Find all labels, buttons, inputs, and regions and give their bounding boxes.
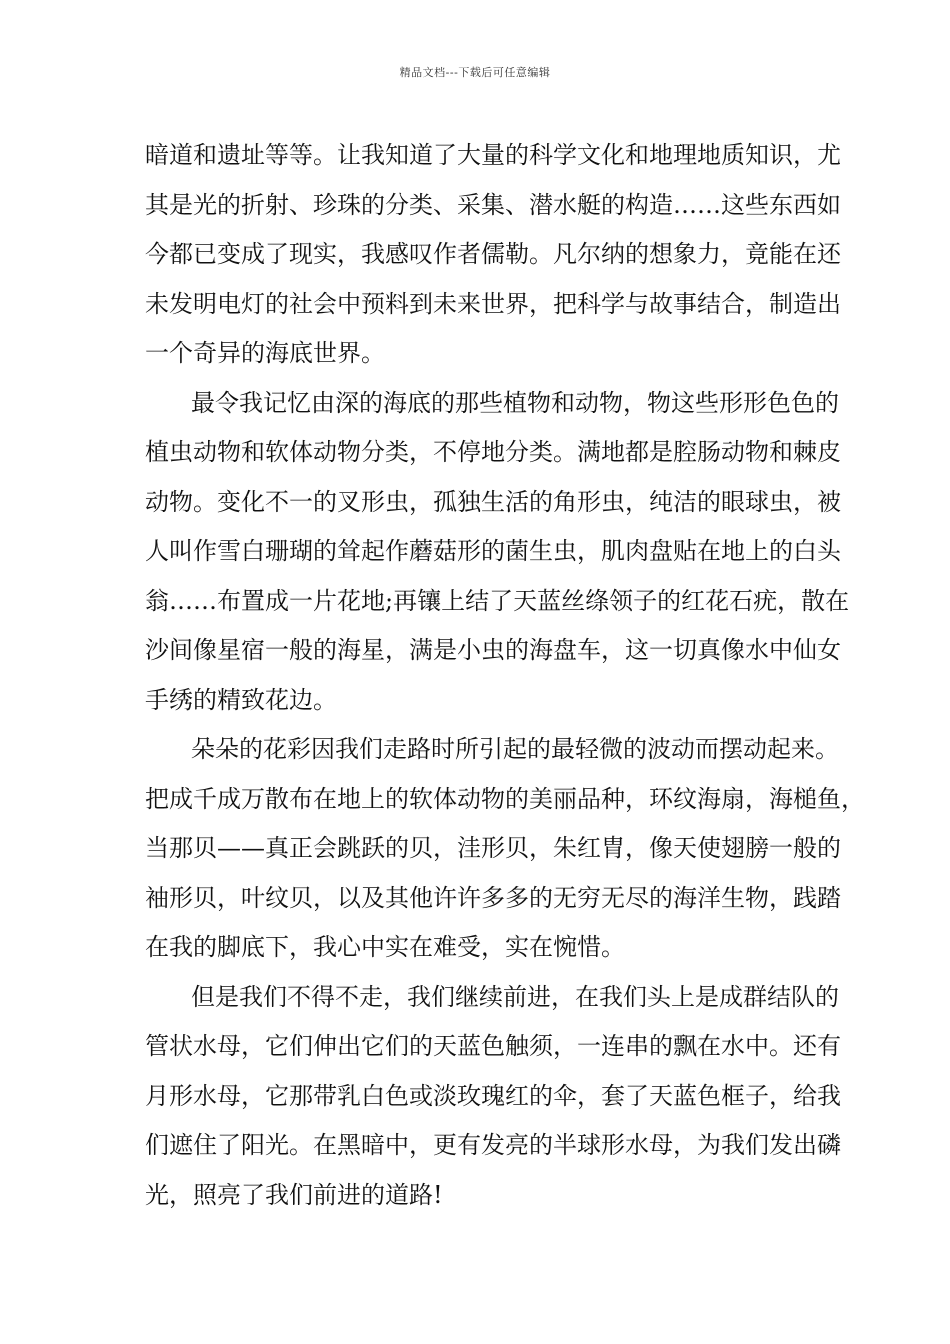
text-line: 动物。变化不一的叉形虫，孤独生活的角形虫，纯洁的眼球虫，被 [145, 487, 841, 516]
text-line: 一个奇异的海底世界。 [145, 339, 385, 367]
text-line: 当那贝——真正会跳跃的贝，洼形贝，朱红胄，像天使翅膀一般的 [145, 834, 841, 862]
text-line: 翁……布置成一片花地;再镶上结了天蓝丝绦领子的红花石疣，散在 [145, 586, 850, 615]
document-body [145, 131, 865, 1220]
text-line: 管状水母，它们伸出它们的天蓝色触须，一连串的飘在水中。还有 [145, 1032, 841, 1060]
text-line: 最令我记忆由深的海底的那些植物和动物，物这些形形色色的 [191, 388, 839, 417]
page-header: 精品文档---下载后可任意编辑 [399, 66, 551, 79]
text-line: 人叫作雪白珊瑚的耸起作蘑菇形的菌生虫，肌肉盘贴在地上的白头 [145, 537, 841, 565]
text-line: 暗道和遗址等等。让我知道了大量的科学文化和地理地质知识，尤 [145, 141, 841, 169]
text-line: 沙间像星宿一般的海星，满是小虫的海盘车，这一切真像水中仙女 [145, 636, 841, 664]
text-line: 未发明电灯的社会中预料到未来世界，把科学与故事结合，制造出 [145, 289, 841, 318]
text-line: 们遮住了阳光。在黑暗中，更有发亮的半球形水母，为我们发出磷 [145, 1131, 841, 1159]
text-line: 把成千成万散布在地上的软体动物的美丽品种，环纹海扇，海槌鱼， [145, 784, 865, 813]
text-line: 今都已变成了现实，我感叹作者儒勒。凡尔纳的想象力，竟能在还 [145, 240, 841, 268]
paragraph-4 [145, 973, 841, 1221]
text-line: 手绣的精致花边。 [145, 685, 337, 714]
text-line: 月形水母，它那带乳白色或淡玫瑰红的伞，套了天蓝色框子，给我 [145, 1081, 841, 1110]
text-line: 其是光的折射、珍珠的分类、采集、潜水艇的构造……这些东西如 [145, 190, 841, 219]
text-line: 袖形贝，叶纹贝，以及其他许许多多的无穷无尽的海洋生物，践踏 [145, 883, 841, 912]
paragraph-3 [145, 725, 865, 973]
paragraph-1 [145, 131, 841, 379]
text-line: 在我的脚底下，我心中实在难受，实在惋惜。 [145, 933, 625, 961]
text-line: 但是我们不得不走，我们继续前进，在我们头上是成群结队的 [191, 982, 839, 1011]
paragraph-2 [145, 379, 850, 726]
text-line: 植虫动物和软体动物分类，不停地分类。满地都是腔肠动物和棘皮 [145, 438, 841, 466]
text-line: 朵朵的花彩因我们走路时所引起的最轻微的波动而摆动起来。 [191, 735, 839, 763]
text-line: 光，照亮了我们前进的道路! [145, 1180, 443, 1209]
